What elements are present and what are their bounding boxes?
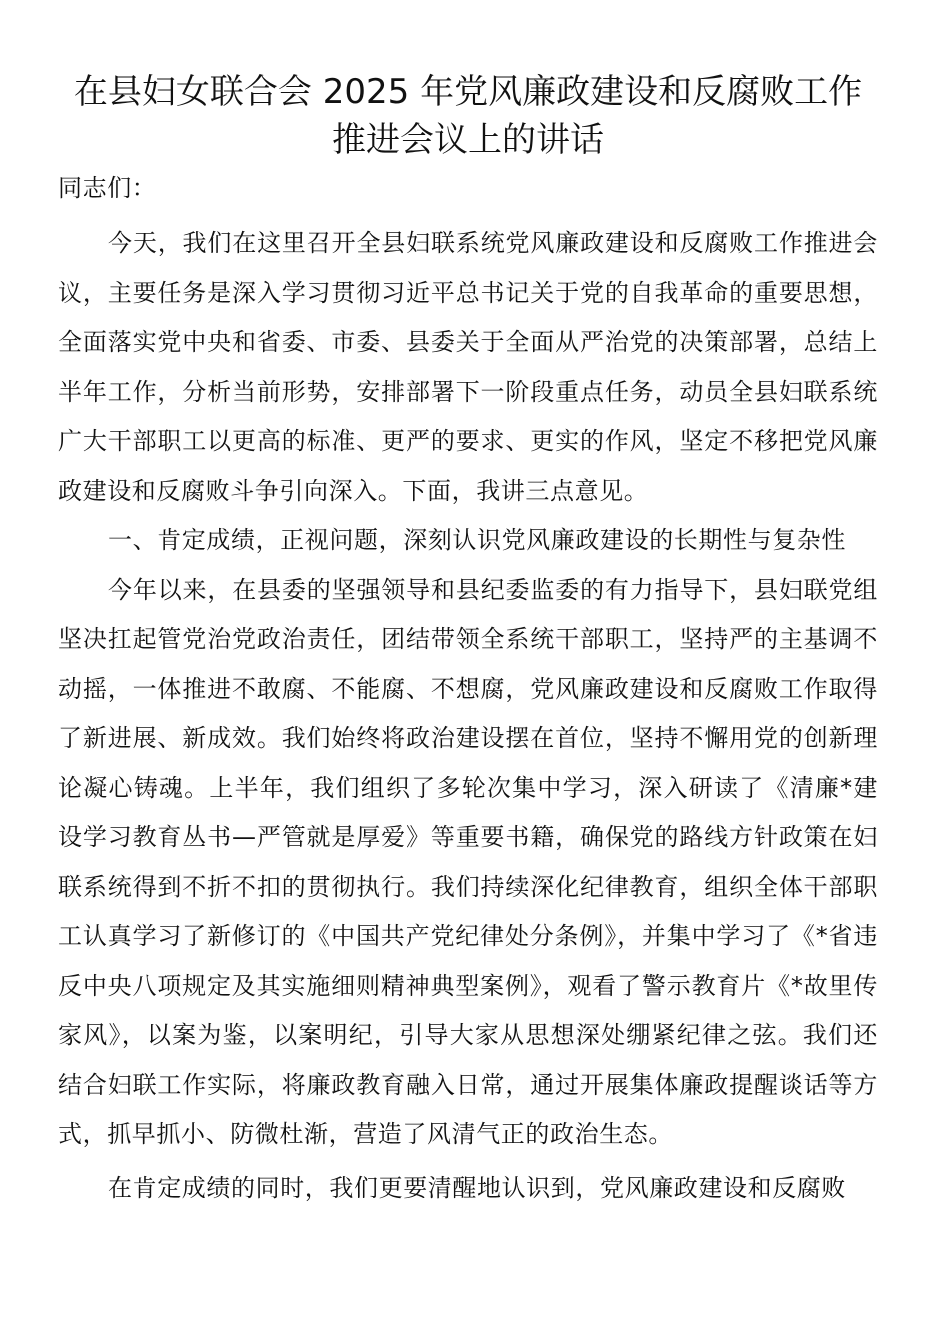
document-page [58,68,878,1213]
paragraph-achievements: 今年以来，在县委的坚强领导和县纪委监委的有力指导下，县妇联党组坚决扛起管党治党政治责任，团结带领全系统干部职工，坚持严的主基调不动摇，一体推进不敢腐、不能腐、不想腐，党风廉政建设和反腐败工作取得了新进展、新成效。我们始终将政治建设摆在首位，坚持不懈用党的创新理论凝心铸魂。上半年，我们组织了多轮次集中学习，深入研读了《清廉*建设学习教育丛书—严管就是厚爱》等重要书籍，确保党的路线方针政策在妇联系统得到不折不扣的贯彻执行。我们持续深化纪律教育，组织全体干部职工认真学习了新修订的《中国共产党纪律处分条例》，并集中学习了《*省违反中央八项规定及其实施细则精神典型案例》，观看了警示教育片《*故里传家风》，以案为鉴，以案明纪，引导大家从思想深处绷紧纪律之弦。我们还结合妇联工作实际，将廉政教育融入日常，通过开展集体廉政提醒谈话等方式，抓早抓小、防微杜渐，营造了风清气正的政治生态。 [58,575,878,1148]
document-title [58,68,878,164]
salutation: 同志们： [58,174,157,202]
title-line-2: 推进会议上的讲话 [332,120,604,160]
title-line-1: 在县妇女联合会 2025 年党风廉政建设和反腐败工作 [73,72,863,112]
section-heading-1: 一、肯定成绩，正视问题，深刻认识党风廉政建设的长期性与复杂性 [108,526,846,554]
paragraph-problems: 在肯定成绩的同时，我们更要清醒地认识到，党风廉政建设和反腐败 [108,1173,846,1202]
paragraph-intro: 今天，我们在这里召开全县妇联系统党风廉政建设和反腐败工作推进会议，主要任务是深入学习贯彻习近平总书记关于党的自我革命的重要思想，全面落实党中央和省委、市委、县委关于全面从严治党的决策部署，总结上半年工作，分析当前形势，安排部署下一阶段重点任务，动员全县妇联系统广大干部职工以更高的标准、更严的要求、更实的作风，坚定不移把党风廉政建设和反腐败斗争引向深入。下面，我讲三点意见。 [58,229,878,505]
